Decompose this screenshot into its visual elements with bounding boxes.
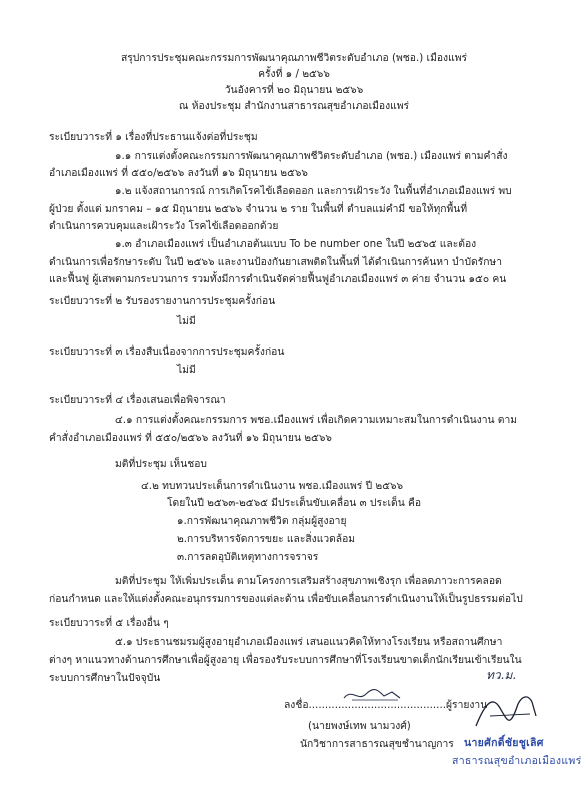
agenda-3-title: ระเบียบวาระที่ ๓ เรื่องสืบเนื่องจากการประชุมครั้งก่อน <box>49 346 285 358</box>
agenda-4-1-line1: ๔.๑ การแต่งตั้งคณะกรรมการ พชอ.เมืองแพร่ เพื่อเกิดความเหมาะสมในการดำเนินงาน ตาม <box>115 414 518 426</box>
agenda-1-1-line1: ๑.๑ การแต่งตั้งคณะกรรมการพัฒนาคุณภาพชีวิตระดับอำเภอ (พชอ.) เมืองแพร่ ตามคำสั่ง <box>115 150 508 162</box>
agenda-5-title: ระเบียบวาระที่ ๕ เรื่องอื่น ๆ <box>49 617 169 629</box>
agenda-2-note: ไม่มี <box>177 315 196 327</box>
agenda-1-2-line1: ๑.๒ แจ้งสถานการณ์ การเกิดโรคไข้เลือดออก และการเฝ้าระวัง ในพื้นที่อำเภอเมืองแพร่ พบ <box>115 185 512 197</box>
director-signature <box>470 686 550 736</box>
meeting-number: ครั้งที่ ๑ / ๒๕๖๖ <box>258 68 330 80</box>
agenda-1-3-line1: ๑.๓ อำเภอเมืองแพร่ เป็นอำเภอต้นแบบ To be number one ในปี ๒๕๖๕ และต้อง <box>115 238 477 250</box>
signature-prefix: ลงชื่อ <box>284 699 309 711</box>
agenda-5-1-line2: ต่างๆ หาแนวทางด้านการศึกษาเพื่อผู้สูงอายุ เพื่อรองรับระบบการศึกษาที่โรงเรียนขาดเด็กนักเรียนเข้าเรียนใน <box>49 654 522 666</box>
agenda-4-2-line2: โดยในปี ๒๕๖๓-๒๕๖๕ มีประเด็นขับเคลื่อน ๓ ประเด็น คือ <box>167 497 422 509</box>
doc-title: สรุปการประชุมคณะกรรมการพัฒนาคุณภาพชีวิตระดับอำเภอ (พชอ.) เมืองแพร่ <box>120 52 468 64</box>
agenda-1-title: ระเบียบวาระที่ ๑ เรื่องที่ประธานแจ้งต่อที่ประชุม <box>49 131 258 143</box>
agenda-1-2-line3: ดำเนินการควบคุมและเฝ้าระวัง โรคไข้เลือดออกด้วย <box>49 220 279 232</box>
handwritten-initials: ทว.ม. <box>486 668 517 682</box>
meeting-venue: ณ ห้องประชุม สำนักงานสาธารณสุขอำเภอเมืองแพร่ <box>178 100 410 112</box>
agenda-4-title: ระเบียบวาระที่ ๔ เรื่องเสนอเพื่อพิจารณา <box>49 394 226 406</box>
agenda-1-2-line2: ผู้ป่วย ตั้งแต่ มกราคม – ๑๕ มิถุนายน ๒๕๖๖ จำนวน ๒ ราย ในพื้นที่ ตำบลแม่คำมี ขอให้ทุกพื้นที่ <box>49 203 468 215</box>
agenda-4-resolution-2-line1: มติที่ประชุม ให้เพิ่มประเด็น ตามโครงการเสริมสร้างสุขภาพเชิงรุก เพื่อลดภาวะการคลอด <box>115 575 502 587</box>
reporter-name: (นายพงษ์เทพ นามวงศ์) <box>308 720 411 732</box>
signature-suffix: ผู้รายงาน <box>446 699 488 711</box>
handwritten-signature <box>340 684 410 706</box>
agenda-1-3-line3: และฟื้นฟู ผู้เสพตามกระบวนการ รวมทั้งมีการดำเนินจัดค่ายฟื้นฟูอำเภอเมืองแพร่ ๓ ค่าย จำนวน ๑๕๐ คน <box>49 273 507 285</box>
agenda-4-issue-1: ๑.การพัฒนาคุณภาพชีวิต กลุ่มผู้สูงอายุ <box>177 515 347 527</box>
agenda-4-2-line1: ๔.๒ ทบทวนประเด็นการดำเนินงาน พชอ.เมืองแพร่ ปี ๒๕๖๖ <box>141 480 404 492</box>
agenda-4-issue-2: ๒.การบริหารจัดการขยะ และสิ่งแวดล้อม <box>177 533 356 545</box>
director-org-stamp: สาธารณสุขอำเภอเมืองแพร่ <box>452 755 582 767</box>
agenda-5-1-line3: ระบบการศึกษาในปัจจุบัน <box>49 672 161 684</box>
agenda-1-1-line2: อำเภอเมืองแพร่ ที่ ๕๕๐/๒๕๖๖ ลงวันที่ ๑๖ มิถุนายน ๒๕๖๖ <box>49 167 308 179</box>
reporter-position: นักวิชาการสาธารณสุขชำนาญการ <box>300 738 454 750</box>
signature-dots: .......................................... <box>308 699 446 711</box>
meeting-date: วันอังคารที่ ๒๐ มิถุนายน ๒๕๖๖ <box>224 84 364 96</box>
agenda-4-resolution-2-line2: ก่อนกำหนด และให้แต่งตั้งคณะอนุกรรมการของแต่ละด้าน เพื่อขับเคลื่อนการดำเนินงานให้เป็นรูปธรรมต่อไป <box>49 593 523 605</box>
director-name-stamp: นายศักดิ์ชัยชูเลิศ <box>464 737 544 749</box>
agenda-1-3-line2: ดำเนินการเพื่อรักษาระดับ ในปี ๒๕๖๖ และงานป้องกันยาเสพติดในพื้นที่ ได้ดำเนินการค้นหา บำบัดรักษา <box>49 256 503 268</box>
agenda-4-resolution-1: มติที่ประชุม เห็นชอบ <box>115 458 207 470</box>
agenda-2-title: ระเบียบวาระที่ ๒ รับรองรายงานการประชุมครั้งก่อน <box>49 295 276 307</box>
agenda-3-note: ไม่มี <box>177 364 196 376</box>
agenda-4-1-line2: คำสั่งอำเภอเมืองแพร่ ที่ ๕๕๐/๒๕๖๖ ลงวันที่ ๑๖ มิถุนายน ๒๕๖๖ <box>49 432 332 444</box>
agenda-5-1-line1: ๕.๑ ประธานชมรมผู้สูงอายุอำเภอเมืองแพร่ เสนอแนวคิดให้ทางโรงเรียน หรือสถานศึกษา <box>115 636 503 648</box>
agenda-4-issue-3: ๓.การลดอุบัติเหตุทางการจราจร <box>177 551 319 563</box>
